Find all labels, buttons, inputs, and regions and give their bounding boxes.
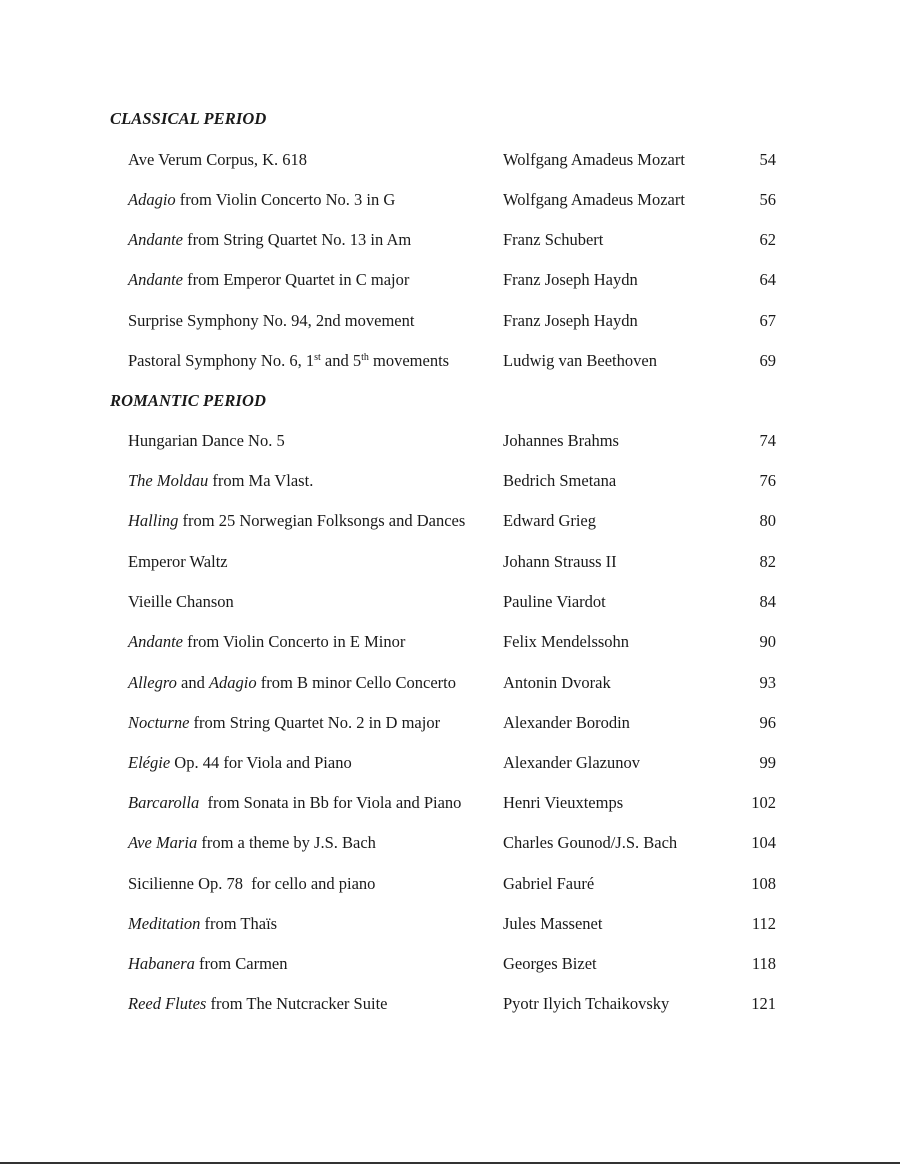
composer-name: Johann Strauss II [503,552,617,571]
piece-title: Andante from Emperor Quartet in C major [128,270,410,289]
piece-title: The Moldau from Ma Vlast. [128,471,314,490]
page-number: 99 [759,753,776,772]
page-number: 62 [759,230,776,249]
composer-name: Jules Massenet [503,914,603,933]
piece-title: Halling from 25 Norwegian Folksongs and Dances [128,511,466,530]
piece-title: Pastoral Symphony No. 6, 1st and 5th movements [128,351,450,370]
composer-name: Felix Mendelssohn [503,632,630,651]
list-item [0,833,900,859]
page-number: 64 [759,270,776,289]
piece-title: Elégie Op. 44 for Viola and Piano [128,753,352,772]
page-number: 69 [759,351,776,370]
page-number: 121 [751,994,776,1013]
page-number: 80 [759,511,776,530]
composer-name: Gabriel Fauré [503,874,595,893]
composer-name: Wolfgang Amadeus Mozart [503,190,685,209]
composer-name: Bedrich Smetana [503,471,617,490]
page-number: 90 [759,632,776,651]
page-number: 108 [751,874,776,893]
piece-title: Allegro and Adagio from B minor Cello Concerto [128,673,456,692]
piece-title: Andante from Violin Concerto in E Minor [128,632,406,651]
piece-title: Emperor Waltz [128,552,228,571]
page-number: 67 [759,311,776,330]
list-item [0,914,900,940]
page-number: 112 [751,914,776,933]
piece-title: Ave Maria from a theme by J.S. Bach [128,833,376,852]
page-number: 118 [751,954,776,973]
list-item [0,994,900,1020]
piece-title: Barcarolla from Sonata in Bb for Viola and Piano [128,793,462,812]
page-number: 76 [759,471,776,490]
list-item [0,753,900,779]
composer-name: Ludwig van Beethoven [503,351,657,370]
piece-title: Sicilienne Op. 78 for cello and piano [128,874,376,893]
list-item [0,552,900,578]
piece-title: Meditation from Thaïs [128,914,278,933]
list-item [0,632,900,658]
composer-name: Edward Grieg [503,511,597,530]
piece-title: Habanera from Carmen [128,954,288,973]
piece-title: Reed Flutes from The Nutcracker Suite [128,994,388,1013]
composer-name: Franz Joseph Haydn [503,311,638,330]
page-number: 96 [759,713,776,732]
piece-title: Surprise Symphony No. 94, 2nd movement [128,311,415,330]
list-item [0,230,900,256]
list-item [0,431,900,457]
list-item [0,311,900,337]
list-item [0,793,900,819]
piece-title: Andante from String Quartet No. 13 in Am [128,230,412,249]
list-item [0,471,900,497]
composer-name: Alexander Borodin [503,713,630,732]
list-item [0,673,900,699]
page-number: 104 [751,833,776,852]
composer-name: Franz Joseph Haydn [503,270,638,289]
composer-name: Franz Schubert [503,230,604,249]
list-item [0,954,900,980]
composer-name: Antonin Dvorak [503,673,611,692]
piece-title: Adagio from Violin Concerto No. 3 in G [128,190,396,209]
piece-title: Hungarian Dance No. 5 [128,431,285,450]
page-number: 84 [759,592,776,611]
composer-name: Alexander Glazunov [503,753,640,772]
piece-title: Nocturne from String Quartet No. 2 in D major [128,713,441,732]
section-heading-classical: CLASSICAL PERIOD [110,109,267,128]
list-item [0,592,900,618]
list-item [0,351,900,377]
list-item [0,874,900,900]
page-number: 102 [751,793,776,812]
page-number: 56 [759,190,776,209]
page-number: 74 [759,431,776,450]
composer-name: Pyotr Ilyich Tchaikovsky [503,994,670,1013]
page-number: 82 [759,552,776,571]
page-number: 54 [759,150,776,169]
list-item [0,150,900,176]
composer-name: Charles Gounod/J.S. Bach [503,833,678,852]
composer-name: Georges Bizet [503,954,597,973]
page-number: 93 [759,673,776,692]
list-item [0,190,900,216]
composer-name: Henri Vieuxtemps [503,793,624,812]
section-heading-romantic: ROMANTIC PERIOD [110,391,266,410]
composer-name: Wolfgang Amadeus Mozart [503,150,685,169]
composer-name: Johannes Brahms [503,431,619,450]
composer-name: Pauline Viardot [503,592,606,611]
list-item [0,270,900,296]
piece-title: Ave Verum Corpus, K. 618 [128,150,308,169]
piece-title: Vieille Chanson [128,592,234,611]
list-item [0,511,900,537]
list-item [0,713,900,739]
